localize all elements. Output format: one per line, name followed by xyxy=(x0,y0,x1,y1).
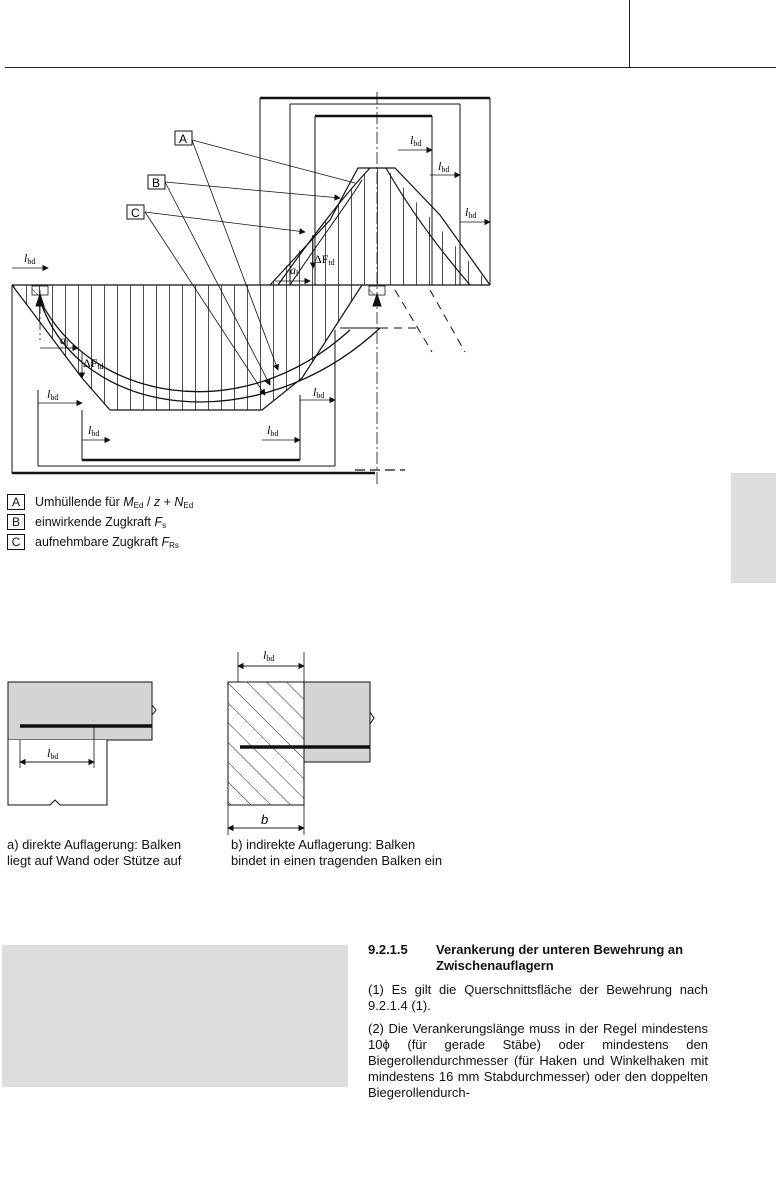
paragraph-2: (2) Die Verankerungslänge muss in der Regel mindestens 10ϕ (für gerade Stäbe) oder mindestens den Biegerollendurchmesser (für Haken und Winkelhaken mit mindestens 16 mm Stabdurchmesser) oder den doppelten Biegerollendurch- xyxy=(368,1021,708,1100)
svg-text:lbd: lbd xyxy=(313,385,325,400)
paragraph-1: (1) Es gilt die Querschnittsfläche der Bewehrung nach 9.2.1.4 (1). xyxy=(368,982,708,1013)
section-9-2-1-5 xyxy=(368,942,708,1108)
svg-text:al: al xyxy=(290,263,299,278)
support-diagram-a xyxy=(8,682,156,805)
section-heading xyxy=(368,942,708,974)
dim-b-label: b xyxy=(261,812,269,827)
svg-text:lbd: lbd xyxy=(47,746,59,761)
svg-text:al: al xyxy=(60,333,69,348)
svg-text:lbd: lbd xyxy=(410,133,422,148)
section-title: Verankerung der unteren Bewehrung an Zwischenauflagern xyxy=(436,942,684,973)
key-c-label: C xyxy=(131,206,140,220)
lbd-label-lower-1 xyxy=(47,387,58,402)
key-a-label: A xyxy=(179,132,188,146)
svg-text:lbd: lbd xyxy=(263,648,275,663)
legend-text-a: Umhüllende für xyxy=(35,494,124,509)
legend-key-c: C xyxy=(7,534,25,550)
svg-text:ΔFtd: ΔFtd xyxy=(83,356,104,371)
lbd-label-lower-4 xyxy=(313,385,324,400)
svg-text:lbd: lbd xyxy=(438,159,450,174)
figure1-key-boxes xyxy=(127,131,192,220)
lbd-label-upper-2 xyxy=(438,159,449,174)
legend-item-a: A Umhüllende für $M_{Ed} / z + N_{Ed}$ xyxy=(7,492,193,512)
legend-item-c: C aufnehmbare Zugkraft $F_{Rs}$ xyxy=(7,532,193,552)
legend-text-b: einwirkende Zugkraft xyxy=(35,514,155,529)
figure1-legend xyxy=(7,492,193,552)
legend-item-b: B einwirkende Zugkraft $F_s$ xyxy=(7,512,193,532)
lbd-label-lower-3 xyxy=(267,423,278,438)
svg-text:ΔFtd: ΔFtd xyxy=(314,252,335,267)
caption-indirect-support: b) indirekte Auflagerung: Balken bindet in einen tragenden Balken ein xyxy=(231,837,443,868)
legend-key-b: B xyxy=(7,514,25,530)
legend-key-a: A xyxy=(7,494,25,510)
legend-text-c: aufnehmbare Zugkraft xyxy=(35,534,162,549)
svg-text:lbd: lbd xyxy=(267,423,279,438)
key-b-label: B xyxy=(152,176,161,190)
lbd-label-left-top xyxy=(24,251,35,266)
lbd-label-lower-2 xyxy=(88,423,99,438)
lbd-label-fig2b xyxy=(263,648,274,663)
lbd-label-upper-3 xyxy=(465,205,476,220)
svg-text:lbd: lbd xyxy=(24,251,36,266)
moment-envelope-diagram xyxy=(12,92,490,485)
support-diagram-b xyxy=(228,652,374,835)
caption-direct-support: a) direkte Auflagerung: Balken liegt auf Wand oder Stütze auf xyxy=(7,837,182,868)
lbd-label-upper-1 xyxy=(410,133,421,148)
section-number: 9.2.1.5 xyxy=(368,942,408,957)
svg-text:lbd: lbd xyxy=(47,387,59,402)
svg-text:lbd: lbd xyxy=(88,423,100,438)
svg-text:lbd: lbd xyxy=(465,205,477,220)
